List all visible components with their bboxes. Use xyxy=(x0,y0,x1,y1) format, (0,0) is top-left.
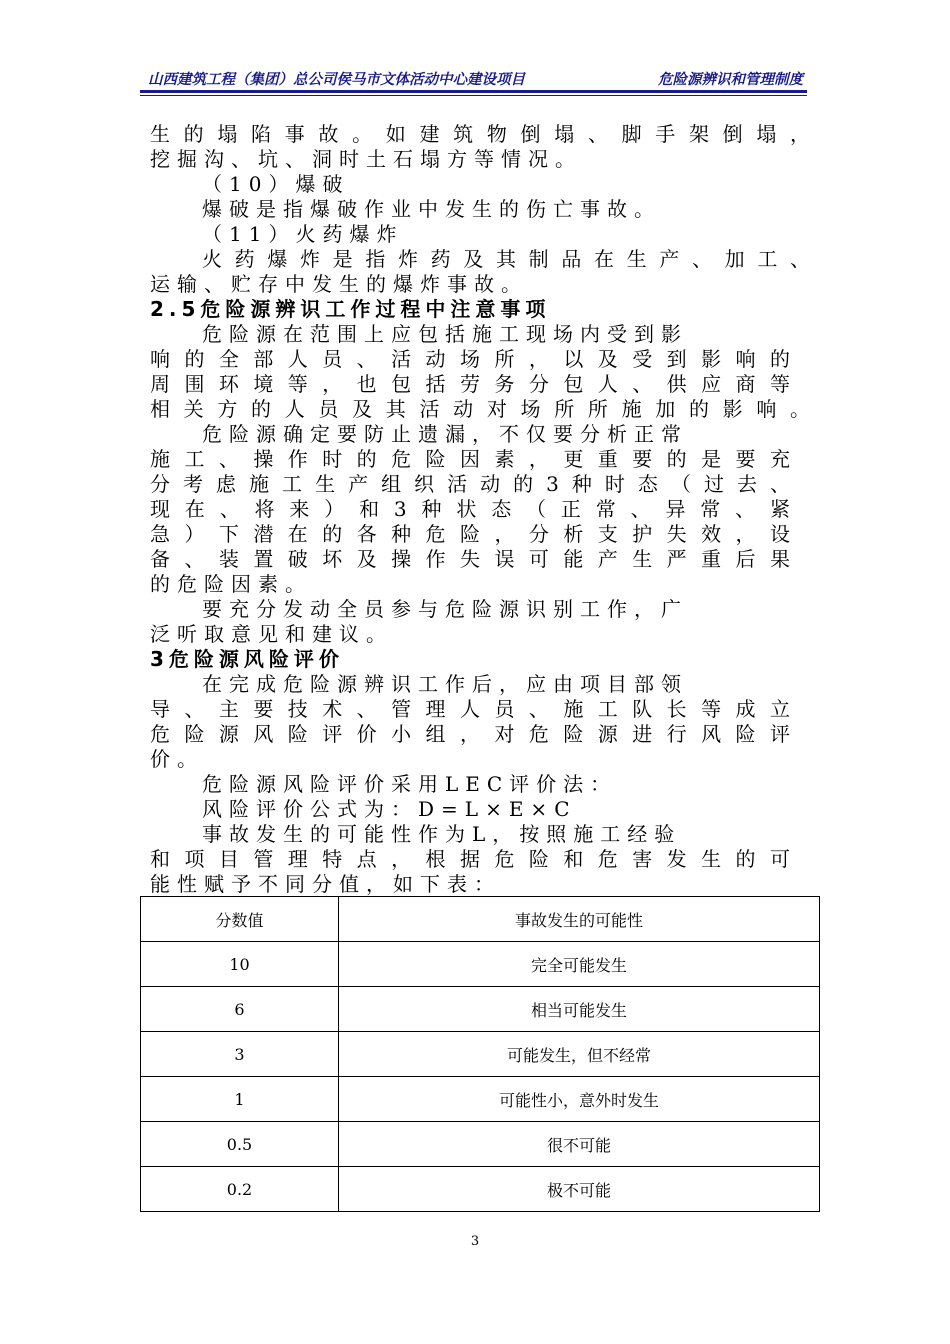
likelihood-cell: 完全可能发生 xyxy=(339,942,820,987)
section-heading: 2.5危险源辨识工作过程中注意事项 xyxy=(150,297,551,321)
text-line: 在完成危险源辨识工作后，应由项目部领 xyxy=(202,672,688,696)
text-line: 的危险因素。 xyxy=(150,572,312,596)
text-line: 备、装置破坏及操作失误可能产生严重后果 xyxy=(150,547,790,571)
text-line: 危险源在范围上应包括施工现场内受到影 xyxy=(202,322,688,346)
text-line: 爆破是指爆破作业中发生的伤亡事故。 xyxy=(202,197,661,221)
table-header-cell: 事故发生的可能性 xyxy=(339,897,820,942)
likelihood-cell: 很不可能 xyxy=(339,1122,820,1167)
header-rule-thin xyxy=(140,95,807,96)
text-line: 分考虑施工生产组织活动的3种时态（过去、 xyxy=(150,472,790,496)
score-cell: 6 xyxy=(141,987,339,1032)
table-header-row xyxy=(141,897,820,942)
table-row xyxy=(141,987,820,1032)
likelihood-score-table xyxy=(140,896,820,1212)
likelihood-cell: 可能发生，但不经常 xyxy=(339,1032,820,1077)
text-line: 要充分发动全员参与危险源识别工作，广 xyxy=(202,597,688,621)
table-row xyxy=(141,1167,820,1212)
text-line: 和项目管理特点，根据危险和危害发生的可 xyxy=(150,847,790,871)
text-line: 挖掘沟、坑、洞时土石塌方等情况。 xyxy=(150,147,582,171)
text-line: 泛听取意见和建议。 xyxy=(150,622,393,646)
header-project-title: 山西建筑工程（集团）总公司侯马市文体活动中心建设项目 xyxy=(148,72,525,88)
score-cell: 1 xyxy=(141,1077,339,1122)
page-header xyxy=(140,66,807,88)
document-body xyxy=(150,122,810,897)
text-line: 事故发生的可能性作为L，按照施工经验 xyxy=(202,822,682,846)
score-cell: 0.2 xyxy=(141,1167,339,1212)
text-line: 危险源风险评价采用LEC评价法： xyxy=(202,772,618,796)
likelihood-cell: 相当可能发生 xyxy=(339,987,820,1032)
table-row xyxy=(141,1032,820,1077)
likelihood-cell: 极不可能 xyxy=(339,1167,820,1212)
text-line: 生的塌陷事故。如建筑物倒塌、脚手架倒塌， xyxy=(150,122,810,146)
score-cell: 3 xyxy=(141,1032,339,1077)
text-line: 现在、将来）和3种状态（正常、异常、紧 xyxy=(150,497,790,521)
table-row xyxy=(141,942,820,987)
text-line: 导、主要技术、管理人员、施工队长等成立 xyxy=(150,697,790,721)
text-line: 火药爆炸是指炸药及其制品在生产、加工、 xyxy=(202,247,810,271)
text-line: （10）爆破 xyxy=(202,172,350,196)
text-line: 相关方的人员及其活动对场所所施加的影响。 xyxy=(150,397,810,421)
text-line: 响的全部人员、活动场所，以及受到影响的 xyxy=(150,347,790,371)
text-line: 急）下潜在的各种危险，分析支护失效，设 xyxy=(150,522,790,546)
table-row xyxy=(141,1122,820,1167)
score-cell: 10 xyxy=(141,942,339,987)
text-line: 施工、操作时的危险因素，更重要的是要充 xyxy=(150,447,790,471)
score-cell: 0.5 xyxy=(141,1122,339,1167)
header-rule-thick xyxy=(140,90,807,93)
page-number: 3 xyxy=(470,1234,480,1249)
table-header-cell: 分数值 xyxy=(141,897,339,942)
text-line: 危险源确定要防止遗漏，不仅要分析正常 xyxy=(202,422,688,446)
header-document-title: 危险源辨识和管理制度 xyxy=(658,72,803,88)
table-row xyxy=(141,1077,820,1122)
text-line: 运输、贮存中发生的爆炸事故。 xyxy=(150,272,528,296)
section-heading: 3危险源风险评价 xyxy=(150,647,344,671)
text-line: 危险源风险评价小组，对危险源进行风险评 xyxy=(150,722,790,746)
likelihood-cell: 可能性小，意外时发生 xyxy=(339,1077,820,1122)
text-line: 风险评价公式为：D=L×E×C xyxy=(202,797,577,821)
text-line: 周围环境等，也包括劳务分包人、供应商等 xyxy=(150,372,790,396)
text-line: 价。 xyxy=(150,747,204,771)
text-line: 能性赋予不同分值，如下表： xyxy=(150,872,501,896)
text-line: （11）火药爆炸 xyxy=(202,222,404,246)
